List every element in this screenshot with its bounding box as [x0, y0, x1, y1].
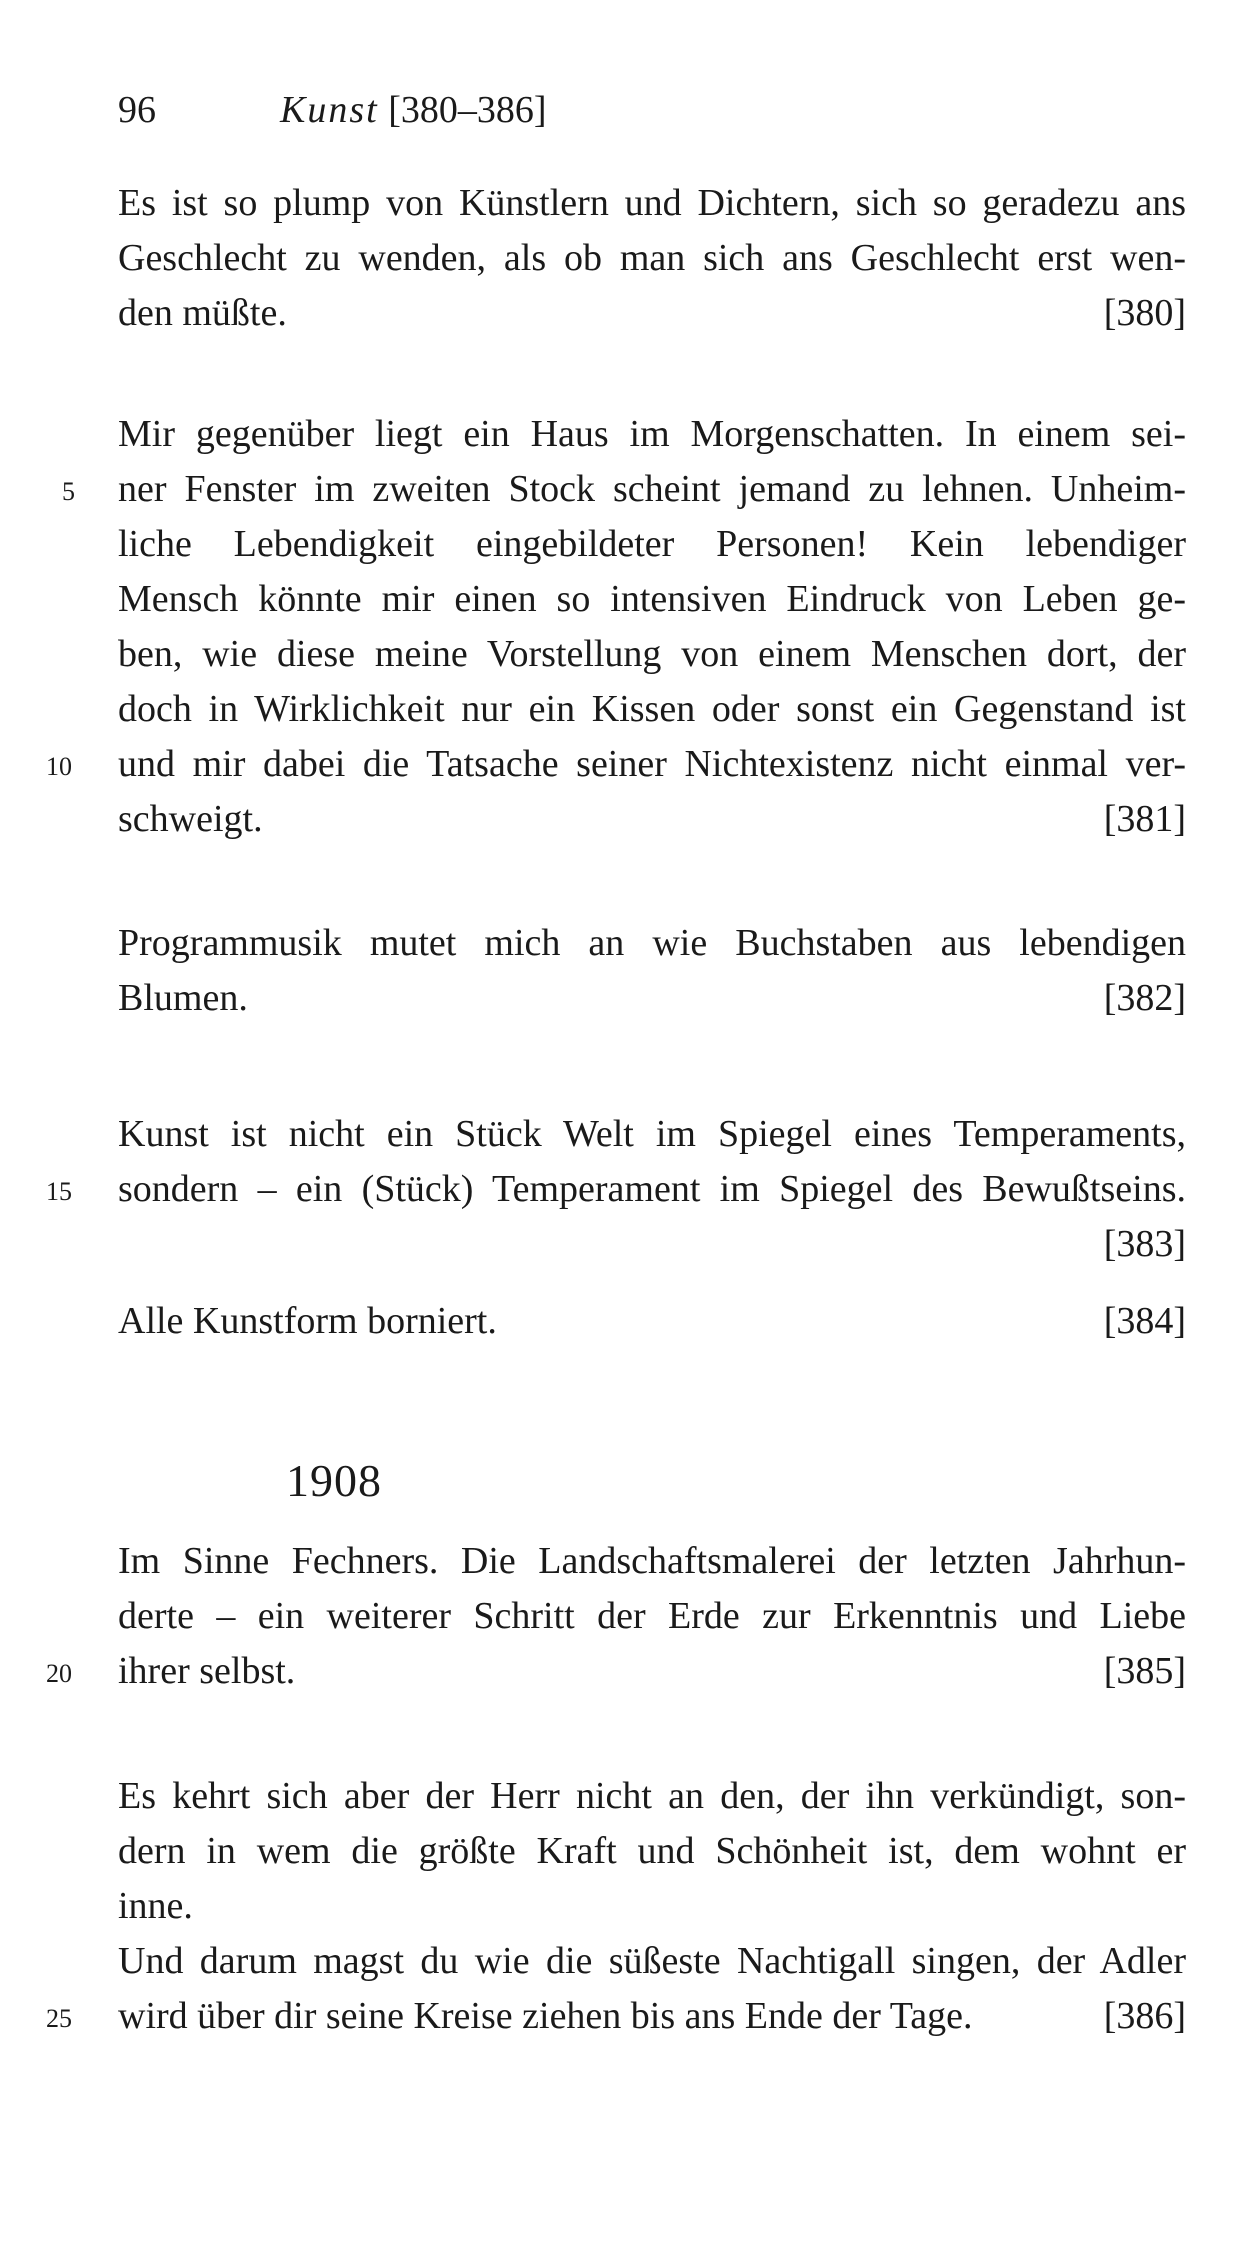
text-line — [118, 1220, 1186, 1268]
line-number: 15 — [46, 1177, 72, 1206]
line-number: 25 — [46, 2004, 72, 2033]
running-title: Kunst — [280, 89, 379, 131]
text-line: Kunst ist nicht ein Stück Welt im Spiegel eines Temperaments, — [118, 1113, 1186, 1155]
text-line: liche Lebendigkeit eingebildeter Personen! Kein lebendiger — [118, 523, 1186, 565]
text-line — [118, 1297, 1186, 1345]
text-line: Und darum magst du wie die süßeste Nachtigall singen, der Adler — [118, 1940, 1186, 1982]
aphorism-number: [385] — [1103, 1650, 1186, 1692]
text-line: Programmusik mutet mich an wie Buchstaben aus lebendigen — [118, 922, 1186, 964]
text-line: Es kehrt sich aber der Herr nicht an den, der ihn verkündigt, son- — [118, 1775, 1186, 1817]
text-line: ben, wie diese meine Vorstellung von einem Menschen dort, der — [118, 633, 1186, 675]
aphorism-number: [382] — [1103, 977, 1186, 1019]
text-line-content: schweigt. — [118, 798, 263, 840]
aphorism-number: [381] — [1103, 798, 1186, 840]
running-header — [118, 86, 547, 134]
aphorism-number: [380] — [1103, 292, 1186, 334]
text-line: Mensch könnte mir einen so intensiven Eindruck von Leben ge- — [118, 578, 1186, 620]
line-number: 20 — [46, 1659, 72, 1688]
text-line: derte – ein weiterer Schritt der Erde zur Erkenntnis und Liebe — [118, 1595, 1186, 1637]
text-line: doch in Wirklichkeit nur ein Kissen oder sonst ein Gegenstand ist — [118, 688, 1186, 730]
text-line-content: den müßte. — [118, 292, 287, 334]
text-line: Mir gegenüber liegt ein Haus im Morgenschatten. In einem sei- — [118, 413, 1186, 455]
text-line: Im Sinne Fechners. Die Landschaftsmalerei der letzten Jahrhun- — [118, 1540, 1186, 1582]
text-line-content: Alle Kunstform borniert. — [118, 1300, 497, 1342]
header-range: [380–386] — [388, 89, 547, 131]
text-line-content: Blumen. — [118, 977, 248, 1019]
text-line — [118, 1647, 1186, 1695]
text-line: sondern – ein (Stück) Temperament im Spiegel des Bewußtseins. — [118, 1168, 1186, 1210]
text-line — [118, 974, 1186, 1022]
aphorism-number: [384] — [1103, 1300, 1186, 1342]
text-line: ner Fenster im zweiten Stock scheint jemand zu lehnen. Unheim- — [118, 468, 1186, 510]
text-line — [118, 289, 1186, 337]
text-line: dern in wem die größte Kraft und Schönheit ist, dem wohnt er — [118, 1830, 1186, 1872]
text-line: inne. — [118, 1885, 193, 1927]
aphorism-number: [386] — [1103, 1995, 1186, 2037]
text-line: Geschlecht zu wenden, als ob man sich ans Geschlecht erst wen- — [118, 237, 1186, 279]
text-line: und mir dabei die Tatsache seiner Nichtexistenz nicht einmal ver- — [118, 743, 1186, 785]
text-line-content: wird über dir seine Kreise ziehen bis ans Ende der Tage. — [118, 1995, 973, 2037]
year-heading: 1908 — [286, 1455, 382, 1506]
text-line-content: ihrer selbst. — [118, 1650, 296, 1692]
text-line — [118, 795, 1186, 843]
line-number: 5 — [62, 477, 75, 506]
text-line: Es ist so plump von Künstlern und Dichtern, sich so geradezu ans — [118, 182, 1186, 224]
text-line — [118, 1992, 1186, 2040]
page-number: 96 — [118, 89, 156, 131]
line-number: 10 — [46, 752, 72, 781]
aphorism-number: [383] — [1103, 1223, 1186, 1265]
